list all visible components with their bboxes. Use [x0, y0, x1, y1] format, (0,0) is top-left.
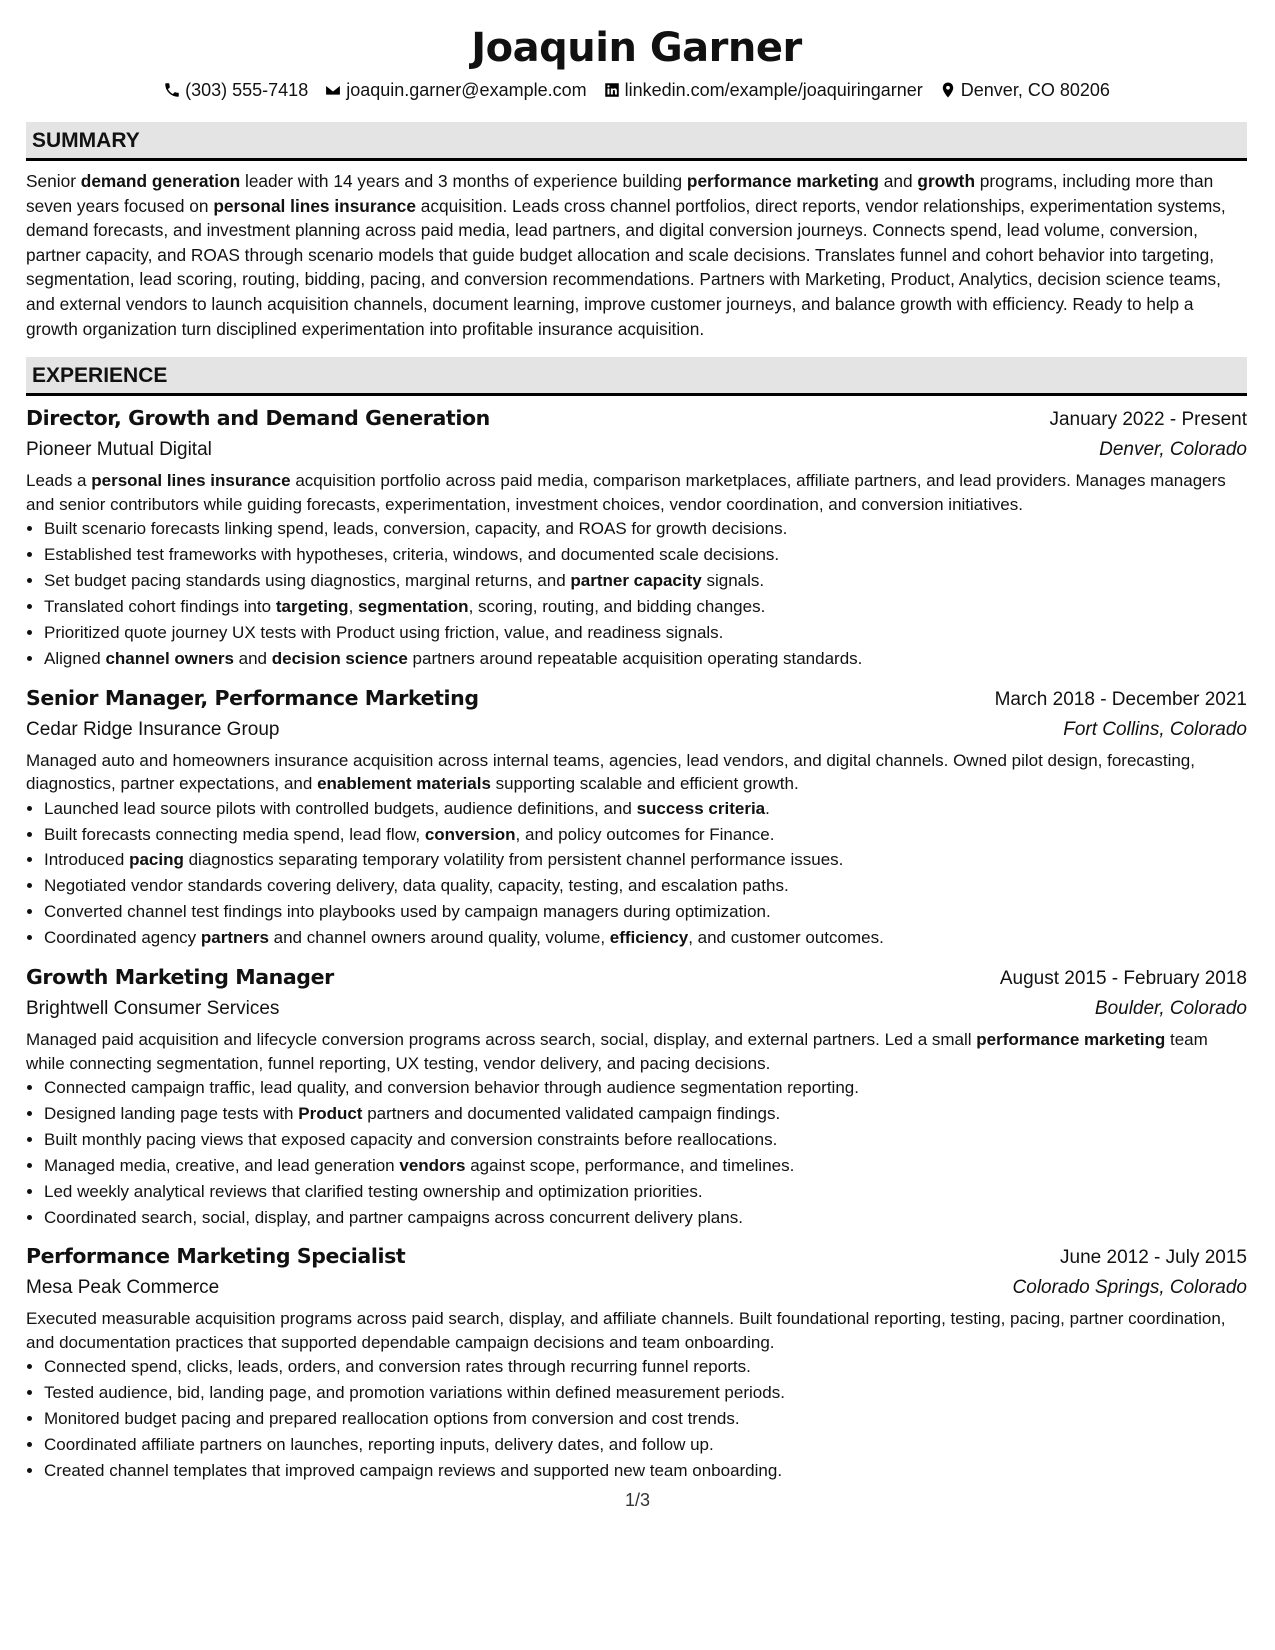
text-segment: acquisition portfolio across paid media, comparison marketplaces, affiliate partners, and lead providers. Manages managers and senior contributors while guiding forecasts, experimentation, investment choices, vendor coordination, and conversion initiatives.	[26, 471, 1226, 514]
summary-paragraph	[26, 169, 1247, 341]
emphasis-text: performance marketing	[686, 171, 879, 191]
job-entry	[26, 683, 1247, 951]
contact-linkedin[interactable]	[603, 78, 923, 102]
text-segment: acquisition. Leads cross channel portfolios, direct reports, vendor relationships, experimentation systems, demand forecasts, and investment planning across paid media, lead partners, and digital conversion journeys. Connects spend, lead volume, conversion, partner capacity, and ROAS through scenario models that guide budget allocation and scale decisions. Translates funnel and cohort behavior into targeting, segmentation, lead scoring, routing, bidding, pacing, and conversion recommendations. Partners with Marketing, Product, Analytics, decision science teams, and external vendors to launch acquisition channels, document learning, improve customer journeys, and balance growth with efficiency. Ready to help a growth organization turn disciplined experimentation into profitable insurance acquisition.	[26, 195, 1226, 339]
email-text: joaquin.garner@example.com	[346, 80, 587, 100]
text-segment: Negotiated vendor standards covering delivery, data quality, capacity, testing, and escalation paths.	[44, 876, 789, 896]
text-segment: Prioritized quote journey UX tests with Product using friction, value, and readiness signals.	[44, 622, 724, 642]
company-name: Cedar Ridge Insurance Group	[26, 718, 280, 740]
candidate-name: Joaquin Garner	[471, 25, 802, 71]
job-description	[26, 1028, 1247, 1075]
text-segment: Tested audience, bid, landing page, and promotion variations within defined measurement periods.	[44, 1383, 785, 1403]
bullet-item	[44, 1205, 1247, 1231]
page-number: 1/3	[624, 1490, 651, 1510]
emphasis-text: partners	[200, 928, 269, 948]
emphasis-text: efficiency	[609, 928, 689, 948]
bullet-item	[44, 516, 1247, 542]
map-pin-icon	[939, 81, 957, 99]
job-location: Fort Collins, Colorado	[1063, 718, 1247, 740]
text-segment: supporting scalable and efficient growth.	[490, 774, 799, 794]
emphasis-text: pacing	[129, 850, 184, 870]
emphasis-text: segmentation	[358, 596, 469, 616]
linkedin-icon	[603, 81, 621, 99]
text-segment: Coordinated agency	[44, 928, 201, 948]
emphasis-text: growth	[917, 171, 975, 191]
job-description	[26, 749, 1247, 796]
phone-text: (303) 555-7418	[185, 80, 309, 100]
company-name: Pioneer Mutual Digital	[26, 439, 212, 461]
bullet-item	[44, 1101, 1247, 1127]
text-segment: Monitored budget pacing and prepared reallocation options from conversion and cost trends.	[44, 1409, 740, 1429]
text-segment: against scope, performance, and timelines.	[465, 1155, 795, 1175]
text-segment: Connected spend, clicks, leads, orders, and conversion rates through recurring funnel reports.	[44, 1357, 751, 1377]
text-segment: Managed paid acquisition and lifecycle conversion programs across search, social, display, and external partners. Led a small	[26, 1030, 977, 1050]
contact-email[interactable]	[324, 78, 586, 102]
text-segment: Coordinated affiliate partners on launches, reporting inputs, delivery dates, and follow up.	[44, 1435, 714, 1455]
contact-phone[interactable]	[163, 78, 308, 102]
emphasis-text: partner capacity	[570, 570, 702, 590]
text-segment: Executed measurable acquisition programs across paid search, display, and affiliate channels. Built foundational reporting, testing, pacing, partner coordination, and documentation practices that supported dependable campaign decisions and team onboarding.	[26, 1309, 1226, 1352]
text-segment: Led weekly analytical reviews that clarified testing ownership and optimization priorities.	[44, 1181, 703, 1201]
text-segment: Converted channel test findings into playbooks used by campaign managers during optimization.	[44, 902, 771, 922]
job-entry	[26, 1241, 1247, 1484]
bullet-item	[44, 1406, 1247, 1432]
job-company-row	[26, 1273, 1247, 1303]
emphasis-text: performance marketing	[976, 1030, 1166, 1050]
bullet-item	[44, 1380, 1247, 1406]
text-segment: and channel owners around quality, volume,	[268, 928, 610, 948]
text-segment: Launched lead source pilots with controlled budgets, audience definitions, and	[44, 798, 637, 818]
text-segment: signals.	[701, 570, 765, 590]
emphasis-text: targeting	[275, 596, 349, 616]
job-description	[26, 469, 1247, 516]
linkedin-text: linkedin.com/example/joaquiringarner	[624, 80, 923, 100]
job-company-row	[26, 715, 1247, 745]
text-segment: Managed auto and homeowners insurance acquisition across internal teams, agencies, lead vendors, and digital channels. Owned pilot design, forecasting, diagnostics, partner expectations, and	[26, 750, 1195, 794]
bullet-item	[44, 873, 1247, 899]
job-header-row	[26, 683, 1247, 715]
bullet-item	[44, 925, 1247, 951]
job-bullets	[26, 796, 1247, 951]
text-segment: programs, including more than seven years focused on	[26, 171, 1214, 216]
job-dates: January 2022 - Present	[1049, 409, 1247, 431]
bullet-item	[44, 899, 1247, 925]
text-segment: partners and documented validated campaign findings.	[362, 1103, 781, 1123]
bullet-item	[44, 822, 1247, 848]
job-dates: March 2018 - December 2021	[994, 688, 1247, 710]
job-entry	[26, 403, 1247, 671]
text-segment: Created channel templates that improved campaign reviews and supported new team onboarding.	[44, 1461, 783, 1481]
bullet-item	[44, 1153, 1247, 1179]
emphasis-text: enablement materials	[317, 774, 491, 794]
job-title: Performance Marketing Specialist	[26, 1244, 406, 1269]
text-segment: Translated cohort findings into	[44, 596, 276, 616]
bullet-item	[44, 1458, 1247, 1484]
bullet-item	[44, 1127, 1247, 1153]
text-segment: Built scenario forecasts linking spend, leads, conversion, capacity, and ROAS for growth decisions.	[44, 519, 788, 539]
emphasis-text: success criteria	[636, 798, 766, 818]
location-text: Denver, CO 80206	[960, 80, 1110, 100]
job-dates: June 2012 - July 2015	[1060, 1247, 1247, 1269]
job-bullets	[26, 1075, 1247, 1230]
job-bullets	[26, 516, 1247, 671]
job-title: Senior Manager, Performance Marketing	[26, 685, 479, 710]
contact-location	[939, 78, 1110, 102]
text-segment: Managed media, creative, and lead generation	[44, 1155, 400, 1175]
job-header-row	[26, 1241, 1247, 1273]
emphasis-text: channel owners	[105, 648, 234, 668]
job-dates: August 2015 - February 2018	[999, 968, 1247, 990]
emphasis-text: decision science	[271, 648, 408, 668]
text-segment: Coordinated search, social, display, and partner campaigns across concurrent delivery plans.	[44, 1207, 743, 1227]
emphasis-text: personal lines insurance	[213, 195, 416, 216]
bullet-item	[44, 542, 1247, 568]
text-segment: ,	[348, 596, 359, 616]
bullet-item	[44, 796, 1247, 822]
text-segment: .	[765, 798, 770, 818]
phone-icon	[163, 81, 181, 99]
text-segment: Senior	[26, 171, 81, 191]
summary-heading: SUMMARY	[26, 122, 1247, 161]
text-segment: diagnostics separating temporary volatility from persistent channel performance issues.	[183, 850, 844, 870]
job-title: Director, Growth and Demand Generation	[26, 406, 490, 431]
job-description	[26, 1307, 1247, 1354]
bullet-item	[44, 646, 1247, 672]
text-segment: Introduced	[44, 850, 130, 870]
email-icon	[324, 81, 342, 99]
company-name: Mesa Peak Commerce	[26, 1277, 220, 1299]
emphasis-text: vendors	[399, 1155, 466, 1175]
text-segment: and	[878, 171, 918, 191]
job-location: Boulder, Colorado	[1094, 998, 1247, 1020]
text-segment: , scoring, routing, and bidding changes.	[468, 596, 766, 616]
job-company-row	[26, 435, 1247, 465]
company-name: Brightwell Consumer Services	[26, 998, 280, 1020]
bullet-item	[44, 594, 1247, 620]
emphasis-text: demand generation	[80, 171, 241, 191]
text-segment: Built monthly pacing views that exposed capacity and conversion constraints before reallocations.	[44, 1129, 778, 1149]
text-segment: Established test frameworks with hypotheses, criteria, windows, and documented scale decisions.	[44, 545, 780, 565]
text-segment: , and policy outcomes for Finance.	[515, 824, 775, 844]
text-segment: team while connecting segmentation, funnel reporting, UX testing, vendor delivery, and pacing decisions.	[26, 1030, 1208, 1073]
text-segment: Set budget pacing standards using diagnostics, marginal returns, and	[44, 570, 571, 590]
experience-heading: EXPERIENCE	[26, 357, 1247, 396]
job-company-row	[26, 994, 1247, 1024]
bullet-item	[44, 1075, 1247, 1101]
text-segment: Leads a	[26, 471, 92, 491]
text-segment: Built forecasts connecting media spend, lead flow,	[44, 824, 425, 844]
emphasis-text: Product	[298, 1103, 363, 1123]
bullet-item	[44, 568, 1247, 594]
text-segment: Connected campaign traffic, lead quality, and conversion behavior through audience segmentation reporting.	[44, 1078, 859, 1098]
text-segment: partners around repeatable acquisition operating standards.	[407, 648, 863, 668]
job-header-row	[26, 403, 1247, 435]
text-segment: Aligned	[44, 648, 106, 668]
contact-bar	[26, 78, 1247, 102]
job-location: Denver, Colorado	[1099, 439, 1247, 461]
text-segment: leader with 14 years and 3 months of experience building	[240, 171, 687, 191]
text-segment: and	[233, 648, 272, 668]
experience-list	[26, 403, 1247, 1484]
text-segment: , and customer outcomes.	[688, 928, 884, 948]
bullet-item	[44, 1354, 1247, 1380]
bullet-item	[44, 1432, 1247, 1458]
job-location: Colorado Springs, Colorado	[1012, 1277, 1247, 1299]
bullet-item	[44, 1179, 1247, 1205]
emphasis-text: conversion	[424, 824, 516, 844]
job-header-row	[26, 962, 1247, 994]
job-title: Growth Marketing Manager	[26, 965, 334, 990]
job-bullets	[26, 1354, 1247, 1484]
bullet-item	[44, 847, 1247, 873]
emphasis-text: personal lines insurance	[91, 471, 291, 491]
text-segment: Designed landing page tests with	[44, 1103, 299, 1123]
job-entry	[26, 962, 1247, 1230]
bullet-item	[44, 620, 1247, 646]
